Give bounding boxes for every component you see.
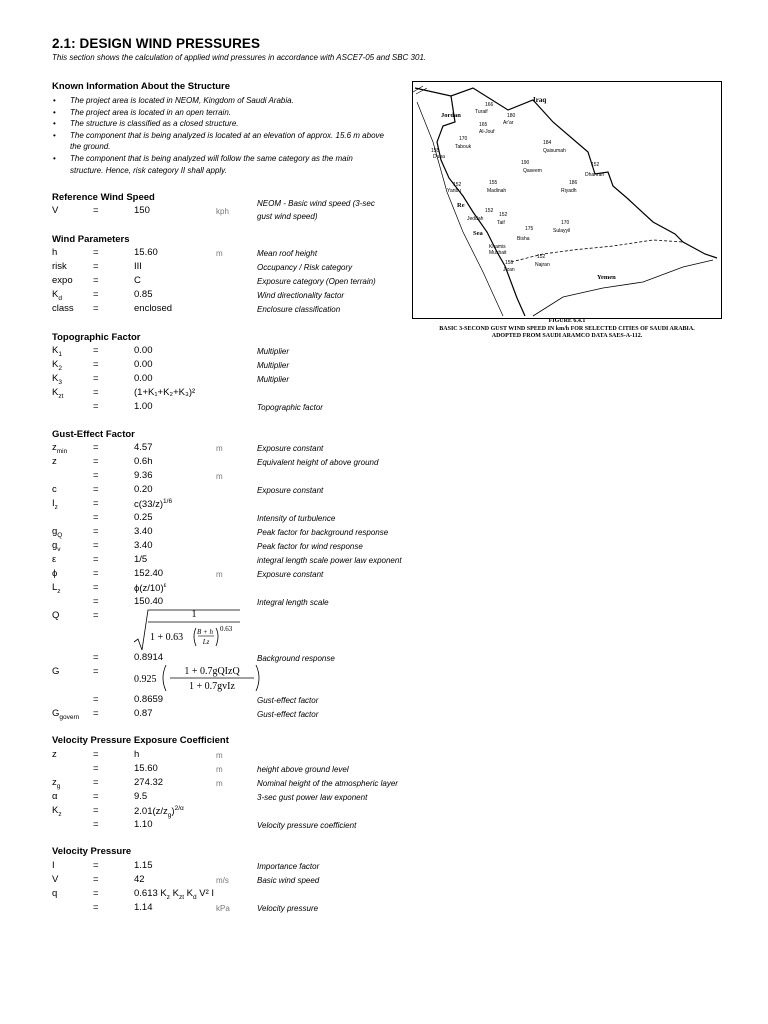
- description: Nominal height of the atmospheric layer: [257, 779, 398, 788]
- value: 15.60: [134, 247, 158, 258]
- description: height above ground level: [257, 765, 349, 774]
- table-row: [52, 819, 412, 833]
- table-row: [52, 470, 412, 484]
- description: Mean roof height: [257, 249, 318, 258]
- table-row: [52, 874, 412, 888]
- caption-line-2: ADOPTED FROM SAUDI ARAMCO DATA SAES-A-112.: [491, 333, 643, 339]
- symbol: $K_{zt}$: [52, 387, 64, 400]
- value: 9.36: [134, 470, 153, 481]
- equals: =: [93, 359, 99, 370]
- symbol: I: [52, 860, 55, 871]
- table-row: [52, 456, 412, 470]
- table-row: [52, 498, 412, 512]
- symbol: z: [52, 456, 57, 467]
- description: Topographic factor: [257, 403, 323, 412]
- caption-line-1: BASIC 3-SECOND GUST WIND SPEED IN km/h FOR SELECTED CITIES OF SAUDI ARABIA.: [439, 325, 695, 332]
- speed-taif: 152: [499, 212, 508, 218]
- velocity-pressure-heading: Velocity Pressure: [52, 846, 132, 857]
- value: 1.10: [134, 819, 153, 830]
- known-info-item: • The project area is located in an open terrain.: [52, 107, 387, 119]
- table-row: [52, 303, 412, 317]
- symbol: ϕ: [52, 568, 58, 579]
- unit: m: [216, 444, 223, 453]
- table-row: [52, 442, 412, 456]
- equals: =: [93, 819, 99, 830]
- equals: =: [93, 666, 99, 677]
- symbol: α: [52, 791, 58, 802]
- description: 3-sec gust power law exponent: [257, 793, 368, 802]
- value: 274.32: [134, 777, 164, 788]
- symbol: $G_{govern}$: [52, 708, 80, 721]
- description: Multiplier: [257, 347, 290, 356]
- equals: =: [93, 568, 99, 579]
- equals: =: [93, 749, 99, 760]
- label-tabouk: Tabouk: [455, 144, 472, 150]
- description: Multiplier: [257, 361, 290, 370]
- equals: =: [93, 888, 99, 899]
- equals: =: [93, 540, 99, 551]
- symbol: G: [52, 666, 60, 677]
- label-dhahran: Dhahran: [585, 172, 605, 178]
- value: $2.01(z/z_g)^{2/\alpha}$: [134, 805, 184, 820]
- unit: m/s: [216, 876, 229, 885]
- topographic-heading: Topographic Factor: [52, 332, 141, 343]
- symbol: $g_v$: [52, 540, 61, 553]
- table-row: [52, 860, 412, 874]
- description: Importance factor: [257, 862, 320, 871]
- label-najran: Najran: [535, 262, 550, 268]
- known-info-item: • The structure is classified as a closed structure.: [52, 118, 387, 130]
- description: Exposure constant: [257, 444, 324, 453]
- known-info-list: [52, 95, 387, 176]
- known-info-item: • The component that is being analyzed will follow the same category as the main structure. Hence, risk category II shall apply.: [52, 153, 387, 176]
- symbol: $z_g$: [52, 777, 61, 790]
- equals: =: [93, 708, 99, 719]
- value: $\phi(z/10)^\varepsilon$: [134, 582, 167, 595]
- svg-text:1 + 0.7gQIzQ: 1 + 0.7gQIzQ: [184, 666, 240, 677]
- symbol: $K_z$: [52, 805, 62, 818]
- gust-effect-heading: Gust-Effect Factor: [52, 429, 135, 440]
- caption-title: FIGURE 6.4.1: [548, 318, 586, 324]
- symbol: Q: [52, 610, 60, 621]
- label-jeddah: Jeddah: [467, 216, 484, 222]
- equals: =: [93, 261, 99, 272]
- symbol: $K_2$: [52, 359, 62, 372]
- value: 0.87: [134, 708, 153, 719]
- value: 0.613 $K_z$ $K_{zt}$ $K_d$ V² I: [134, 888, 215, 901]
- symbol: $K_1$: [52, 345, 62, 358]
- description: Peak factor for background response: [257, 528, 389, 537]
- value: 152.40: [134, 568, 164, 579]
- speed-qaisumah: 184: [543, 140, 552, 146]
- wind-parameters-heading: Wind Parameters: [52, 234, 130, 245]
- speed-dhahran: 152: [591, 162, 600, 168]
- g-value-row: [52, 694, 412, 708]
- equals: =: [93, 791, 99, 802]
- symbol: risk: [52, 261, 67, 272]
- table-row: [52, 554, 412, 568]
- symbol: ε: [52, 554, 57, 565]
- symbol: $L_z$: [52, 582, 61, 595]
- description: Velocity pressure coefficient: [257, 821, 357, 830]
- value: 4.57: [134, 442, 153, 453]
- value: 0.8914: [134, 652, 164, 663]
- equals: =: [93, 345, 99, 356]
- value: 150.40: [134, 596, 164, 607]
- label-arar: Ar'ar: [503, 120, 514, 126]
- value: 42: [134, 874, 145, 885]
- svg-text:B + h: B + h: [197, 628, 213, 636]
- g-govern-row: [52, 708, 412, 722]
- map-caption: [414, 318, 720, 341]
- equals: =: [93, 610, 99, 621]
- unit: m: [216, 249, 223, 258]
- equals: =: [93, 470, 99, 481]
- value: 1.15: [134, 860, 153, 871]
- value: enclosed: [134, 303, 173, 314]
- reference-wind-heading: Reference Wind Speed: [52, 192, 155, 203]
- table-row: [52, 373, 412, 387]
- description: Enclosure classification: [257, 305, 341, 314]
- label-khamis: Khamis Mushait: [489, 244, 507, 256]
- description: Basic wind speed: [257, 876, 320, 885]
- description: Exposure constant: [257, 570, 324, 579]
- equals: =: [93, 805, 99, 816]
- equals: =: [93, 860, 99, 871]
- svg-text:1 + 0.7gvIz: 1 + 0.7gvIz: [189, 681, 235, 692]
- description: Intensity of turbulence: [257, 514, 336, 523]
- equals: =: [93, 484, 99, 495]
- reference-wind-note: NEOM - Basic wind speed (3-sec gust wind speed): [257, 199, 375, 221]
- equals: =: [93, 387, 99, 398]
- label-qaseem: Qaseem: [523, 168, 542, 174]
- label-turaif: Turaif: [475, 109, 488, 115]
- value: h: [134, 749, 140, 760]
- equals: =: [93, 694, 99, 705]
- value: 3.40: [134, 526, 153, 537]
- equals: =: [93, 763, 99, 774]
- unit: m: [216, 765, 223, 774]
- equals: =: [93, 777, 99, 788]
- description: Wind directionality factor: [257, 291, 345, 300]
- table-row: [52, 540, 412, 554]
- speed-riyadh: 186: [569, 180, 578, 186]
- value: 0.00: [134, 345, 153, 356]
- description: Exposure constant: [257, 486, 324, 495]
- table-row: [52, 289, 412, 303]
- value: 0.25: [134, 512, 153, 523]
- label-aljouf: Al-Jouf: [479, 129, 495, 135]
- value: 0.00: [134, 373, 153, 384]
- equals: =: [93, 442, 99, 453]
- description: Peak factor for wind response: [257, 542, 363, 551]
- table-row: [52, 902, 412, 916]
- speed-duba: 155: [431, 148, 440, 154]
- known-info-heading: Known Information About the Structure: [52, 81, 231, 92]
- label-duba: Duba: [433, 154, 445, 160]
- equals: =: [93, 205, 99, 216]
- symbol: V: [52, 205, 59, 216]
- equals: =: [93, 902, 99, 913]
- symbol: q: [52, 888, 58, 899]
- unit: kPa: [216, 904, 230, 913]
- speed-sulayyil: 170: [561, 220, 570, 226]
- unit: m: [216, 570, 223, 579]
- equals: =: [93, 498, 99, 509]
- equals: =: [93, 596, 99, 607]
- symbol: $K_3$: [52, 373, 62, 386]
- speed-madinah: 155: [489, 180, 498, 186]
- southern-coast: [533, 260, 713, 316]
- value: 150: [134, 205, 150, 216]
- equals: =: [93, 275, 99, 286]
- label-taif: Taif: [497, 220, 505, 226]
- speed-tabouk: 170: [459, 136, 468, 142]
- velocity-pressure-exposure-heading: Velocity Pressure Exposure Coefficient: [52, 735, 229, 746]
- value: 0.20: [134, 484, 153, 495]
- value: 0.6h: [134, 456, 153, 467]
- symbol: class: [52, 303, 74, 314]
- value: III: [134, 261, 142, 272]
- symbol: V: [52, 874, 59, 885]
- label-jizan: Jizan: [503, 267, 515, 273]
- speed-bisha: 175: [525, 226, 534, 232]
- equals: =: [93, 652, 99, 663]
- table-row: [52, 247, 412, 261]
- known-info-item: • The component that is being analyzed is located at an elevation of approx. 15.6 m above the ground.: [52, 130, 387, 153]
- svg-text:Lz: Lz: [202, 638, 210, 646]
- label-red-sea: Re: [457, 202, 465, 209]
- table-row: [52, 261, 412, 275]
- symbol: c: [52, 484, 57, 495]
- description: integral length scale power law exponent: [257, 556, 402, 565]
- value: 0.8659: [134, 694, 164, 705]
- value: 1.00: [134, 401, 153, 412]
- label-yemen: Yemen: [597, 274, 616, 281]
- svg-text:1: 1: [191, 609, 197, 620]
- table-row: [52, 401, 412, 415]
- table-row: [52, 275, 412, 289]
- unit: m: [216, 779, 223, 788]
- label-bisha: Bisha: [517, 236, 530, 242]
- speed-arar: 180: [507, 113, 516, 119]
- equals: =: [93, 554, 99, 565]
- value: $c(33/z)^{1/6}$: [134, 498, 173, 511]
- table-row: [52, 345, 412, 359]
- saudi-wind-map: [412, 81, 722, 319]
- unit: m: [216, 751, 223, 760]
- equals: =: [93, 582, 99, 593]
- value: 3.40: [134, 540, 153, 551]
- unit: kph: [216, 207, 229, 216]
- symbol: $g_Q$: [52, 526, 63, 539]
- svg-text:1 + 0.63: 1 + 0.63: [150, 632, 184, 643]
- value: C: [134, 275, 141, 286]
- table-row: [52, 763, 412, 777]
- value: 15.60: [134, 763, 158, 774]
- speed-qaseem: 190: [521, 160, 530, 166]
- description: Exposure category (Open terrain): [257, 277, 376, 286]
- svg-text:0.925: 0.925: [134, 674, 157, 685]
- table-row: [52, 512, 412, 526]
- description: Velocity pressure: [257, 904, 319, 913]
- value: 9.5: [134, 791, 148, 802]
- equals: =: [93, 526, 99, 537]
- table-row: [52, 387, 412, 401]
- symbol: h: [52, 247, 58, 258]
- equals: =: [93, 512, 99, 523]
- symbol: z: [52, 749, 57, 760]
- table-row: [52, 484, 412, 498]
- known-info-item: • The project area is located in NEOM, Kingdom of Saudi Arabia.: [52, 95, 387, 107]
- description: Gust-effect factor: [257, 696, 319, 705]
- value: (1+K₁+K₂+K₃)²: [134, 387, 196, 398]
- symbol: expo: [52, 275, 73, 286]
- table-row: [52, 749, 412, 763]
- speed-turaif: 166: [485, 102, 494, 108]
- equals: =: [93, 303, 99, 314]
- label-jordan: Jordan: [441, 112, 461, 119]
- symbol: $z_{min}$: [52, 442, 68, 455]
- intro-text: This section shows the calculation of applied wind pressures in accordance with ASCE7-05 and SBC 301.: [52, 53, 427, 62]
- equals: =: [93, 373, 99, 384]
- description: Integral length scale: [257, 598, 329, 607]
- value: 1.14: [134, 902, 153, 913]
- speed-najran: 152: [537, 254, 546, 260]
- table-row: [52, 791, 412, 805]
- equals: =: [93, 289, 99, 300]
- label-qaisumah: Qaisumah: [543, 148, 566, 154]
- speed-aljouf: 165: [479, 122, 488, 128]
- table-row: [52, 526, 412, 540]
- table-row: [52, 777, 412, 791]
- description: Background response: [257, 654, 335, 663]
- equals: =: [93, 874, 99, 885]
- label-madinah: Madinah: [487, 188, 507, 194]
- table-row: [52, 805, 412, 819]
- svg-text:0.63: 0.63: [220, 625, 233, 633]
- description: Occupancy / Risk category: [257, 263, 353, 272]
- equals: =: [93, 247, 99, 258]
- label-yanbu: Yanbu: [447, 188, 462, 194]
- value: 1/5: [134, 554, 148, 565]
- equals: =: [93, 401, 99, 412]
- page-title: 2.1: DESIGN WIND PRESSURES: [52, 36, 261, 51]
- table-row: [52, 568, 412, 582]
- table-row: [52, 359, 412, 373]
- symbol: $K_d$: [52, 289, 62, 302]
- q-formula: [132, 606, 242, 652]
- description: Gust-effect factor: [257, 710, 319, 719]
- description: Multiplier: [257, 375, 290, 384]
- value: 0.85: [134, 289, 153, 300]
- speed-khamis: 155: [505, 260, 514, 266]
- label-riyadh: Riyadh: [561, 188, 577, 194]
- unit: m: [216, 472, 223, 481]
- equals: =: [93, 456, 99, 467]
- label-sea: Sea: [473, 230, 483, 237]
- label-sulayyil: Sulayyil: [553, 228, 571, 234]
- value: 0.00: [134, 359, 153, 370]
- speed-jeddah: 152: [485, 208, 494, 214]
- table-row: [52, 582, 412, 596]
- description: Equivalent height of above ground: [257, 458, 379, 467]
- symbol: $I_z$: [52, 498, 58, 511]
- table-row: [52, 888, 412, 902]
- g-formula: [132, 662, 262, 694]
- label-iraq: Iraq: [533, 96, 547, 104]
- speed-yanbu: 152: [453, 182, 462, 188]
